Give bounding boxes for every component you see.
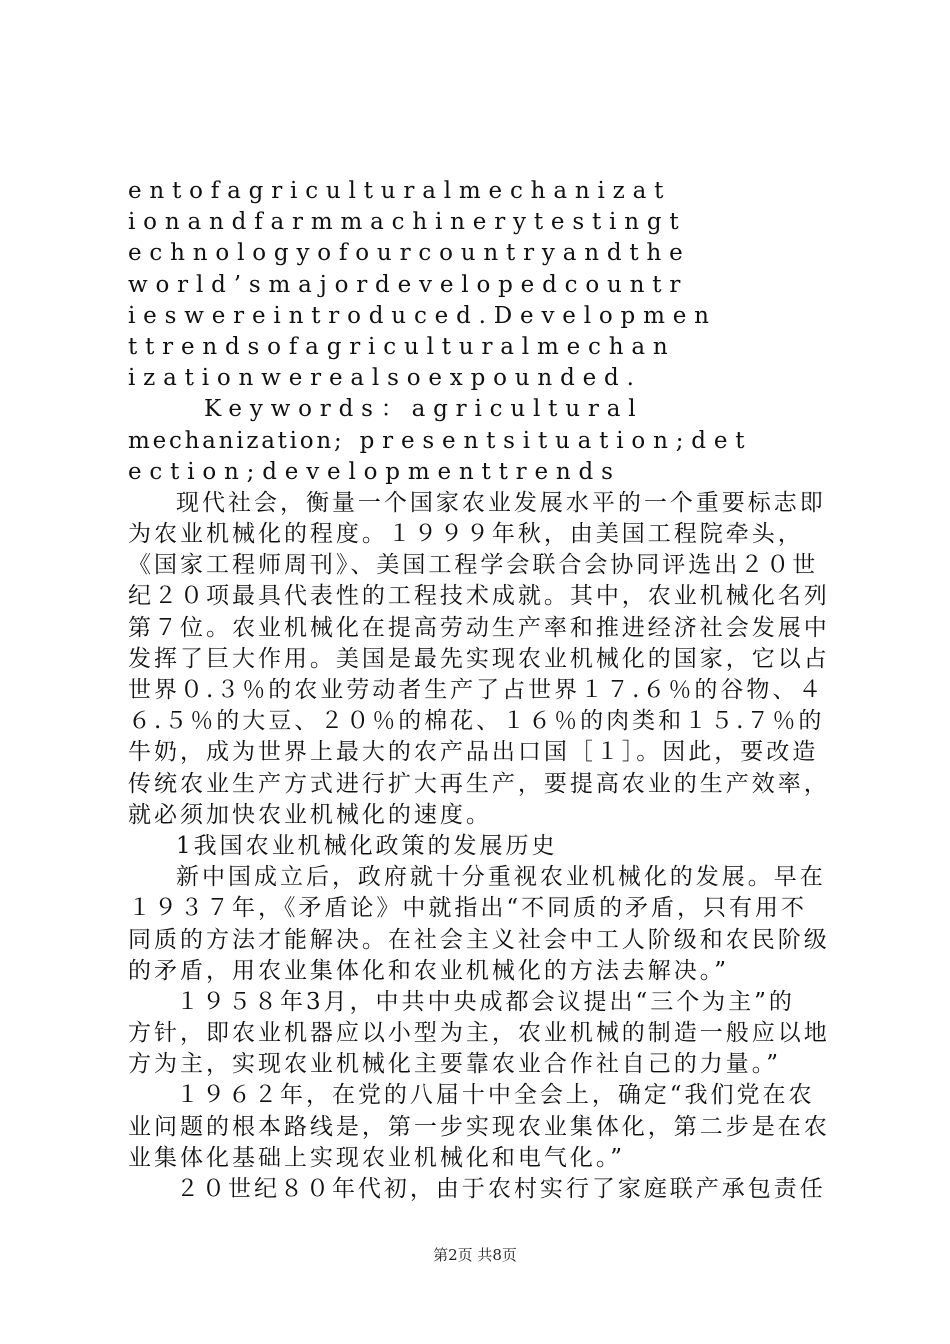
page-number: 第2页 共8页 — [433, 1246, 517, 1264]
paragraph-line: ２０世纪８０年代初，由于农村实行了家庭联产承包责任 — [176, 1176, 826, 1202]
paragraph-line: １９５８年3月，中共中央成都会议提出“三个为主”的 — [176, 988, 795, 1015]
document-body — [128, 176, 836, 1205]
keywords-line — [128, 426, 836, 457]
abstract-line: echnologyofourcountryandthe — [128, 240, 691, 267]
abstract-line: ttrendsofagriculturalmechan — [128, 333, 676, 360]
section-heading: 1我国农业机械化政策的发展历史 — [176, 832, 558, 859]
paragraph-line: 世界０.３％的农业劳动者生产了占世界１７.６％的谷物、４ — [128, 677, 825, 703]
keywords-label: Keywords：agricultural — [204, 396, 644, 423]
abstract-line: entofagriculturalmechanizat — [128, 178, 672, 204]
paragraph-line: 《国家工程师周刊》、美国工程学会联合会协同评选出２０世 — [128, 552, 819, 579]
paragraph-line: １９６２年，在党的八届十中全会上，确定“我们党在农 — [176, 1082, 815, 1109]
paragraph-line: 就必须加快农业机械化的速度。 — [128, 801, 492, 828]
paragraph-line: 现代社会，衡量一个国家农业发展水平的一个重要标志即 — [176, 489, 826, 516]
keyword-rest: presentsituation;det — [344, 427, 753, 454]
paragraph-line: １９３７年，《矛盾论》中就指出“不同质的矛盾，只有用不 — [128, 895, 807, 922]
abstract-line: ieswereintroduced.Developmen — [128, 302, 717, 329]
keyword-mechanization: mechanization; — [128, 427, 345, 454]
paragraph-line: 发挥了巨大作用。美国是最先实现农业机械化的国家，它以占 — [128, 645, 830, 672]
paragraph-line: 方为主，实现农业机械化主要靠农业合作社自己的力量。” — [128, 1051, 781, 1078]
paragraph-line: 业集体化基础上实现农业机械化和电气化。” — [128, 1144, 626, 1171]
paragraph-line: 牛奶，成为世界上最大的农产品出口国［１］。因此，要改造 — [128, 739, 819, 766]
paragraph-line: 传统农业生产方式进行扩大再生产，要提高农业的生产效率， — [128, 770, 830, 797]
paragraph-line: 第７位。农业机械化在提高劳动生产率和推进经济社会发展中 — [128, 614, 830, 641]
paragraph-line: 新中国成立后，政府就十分重视农业机械化的发展。早在 — [176, 864, 826, 891]
paragraph-line: 业问题的根本路线是，第一步实现农业集体化，第二步是在农 — [128, 1113, 830, 1140]
paragraph-line: 的矛盾，用农业集体化和农业机械化的方法去解决。” — [128, 957, 730, 984]
abstract-line: world’smajordevelopedcountr — [128, 271, 689, 298]
abstract-line: ionandfarmmachinerytestingt — [128, 209, 687, 236]
paragraph-line: ６.５％的大豆、２０％的棉花、１６％的肉类和１５.７％的 — [128, 708, 825, 735]
paragraph-line: 同质的方法才能解决。在社会主义社会中工人阶级和农民阶级 — [128, 926, 830, 953]
paragraph-line: 纪２０项最具代表性的工程技术成就。其中，农业机械化名列 — [128, 583, 830, 610]
keywords-line: ection;developmenttrends — [128, 458, 621, 485]
paragraph-line: 方针，即农业机器应以小型为主，农业机械的制造一般应以地 — [128, 1020, 830, 1047]
paragraph-line: 为农业机械化的程度。１９９９年秋，由美国工程院牵头， — [128, 521, 804, 548]
abstract-line: izationwerealsoexpounded. — [128, 365, 642, 392]
